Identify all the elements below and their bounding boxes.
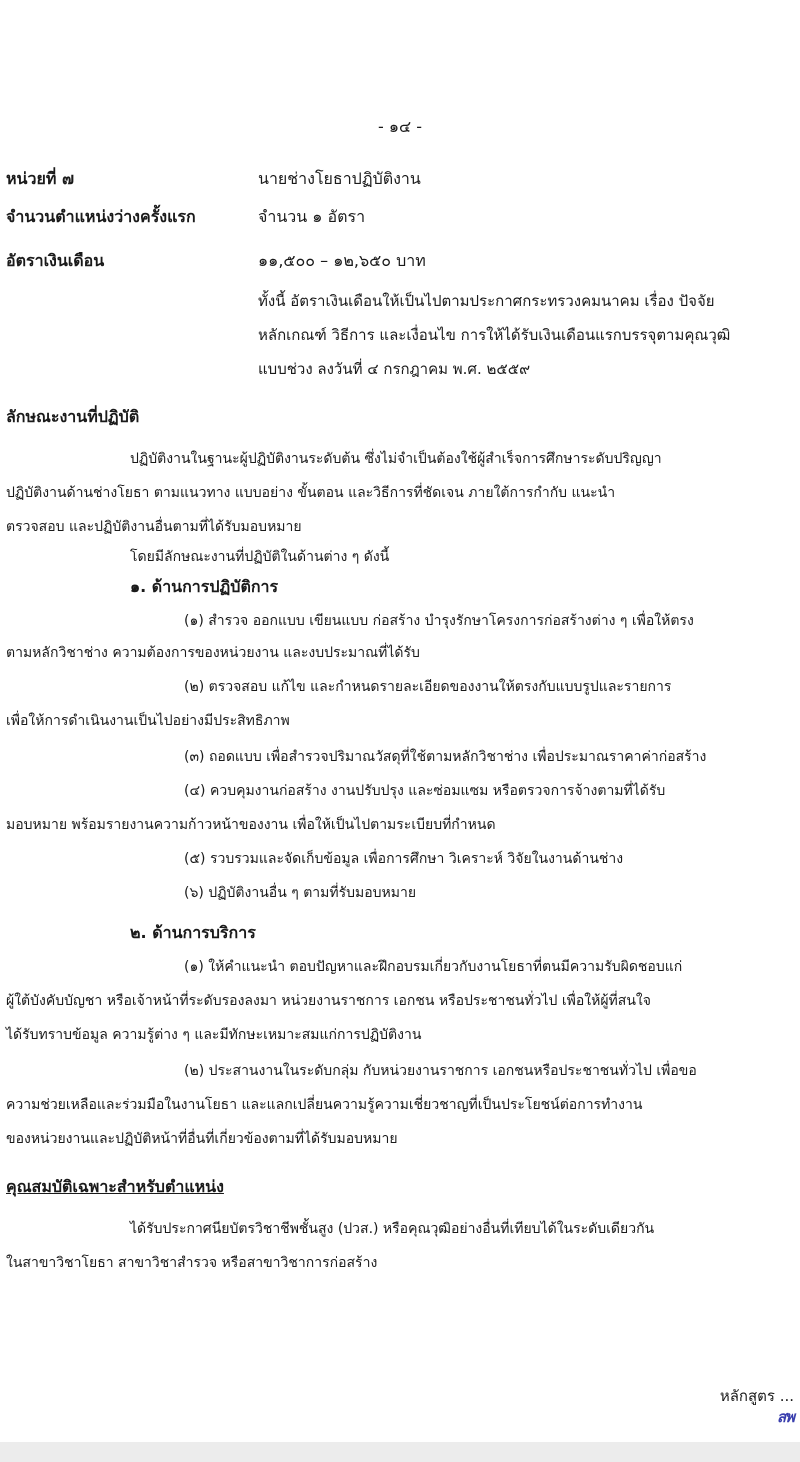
vacancy-value: จำนวน ๑ อัตรา <box>258 207 366 226</box>
page-number: - ๑๔ - <box>378 117 422 136</box>
unit-value: นายช่างโยธาปฏิบัติงาน <box>258 169 421 188</box>
vacancy-label: จำนวนตำแหน่งว่างครั้งแรก <box>6 207 196 226</box>
section1-line: ตามหลักวิชาช่าง ความต้องการของหน่วยงาน และงบประมาณที่ได้รับ <box>6 645 420 661</box>
duties-intro-line: ปฏิบัติงานในฐานะผู้ปฏิบัติงานระดับต้น ซึ่งไม่จำเป็นต้องใช้ผู้สำเร็จการศึกษาระดับปริญญา <box>130 451 662 467</box>
section1-line: (๒) ตรวจสอบ แก้ไข และกำหนดรายละเอียดของงานให้ตรงกับแบบรูปและรายการ <box>184 679 672 695</box>
section1-line: เพื่อให้การดำเนินงานเป็นไปอย่างมีประสิทธิภาพ <box>6 713 290 729</box>
duties-heading: ลักษณะงานที่ปฏิบัติ <box>6 407 140 426</box>
unit-label: หน่วยที่ ๗ <box>6 169 74 188</box>
section1-line: (๖) ปฏิบัติงานอื่น ๆ ตามที่รับมอบหมาย <box>184 885 417 901</box>
section1-line: มอบหมาย พร้อมรายงานความก้าวหน้าของงาน เพื่อให้เป็นไปตามระเบียบที่กำหนด <box>6 817 496 833</box>
continued-marker: หลักสูตร ... <box>719 1387 794 1405</box>
salary-label: อัตราเงินเดือน <box>6 251 105 270</box>
duties-intro-line: ปฏิบัติงานด้านช่างโยธา ตามแนวทาง แบบอย่าง ขั้นตอน และวิธีการที่ชัดเจน ภายใต้การกำกับ แนะนำ <box>6 485 616 501</box>
section2-title: ๒. ด้านการบริการ <box>130 923 256 942</box>
section2-line: ผู้ใต้บังคับบัญชา หรือเจ้าหน้าที่ระดับรองลงมา หน่วยงานราชการ เอกชน หรือประชาชนทั่วไป เพื่อให้ผู้ที่สนใจ <box>6 993 651 1009</box>
section1-line: (๔) ควบคุมงานก่อสร้าง งานปรับปรุง และซ่อมแซม หรือตรวจการจ้างตามที่ได้รับ <box>184 783 666 799</box>
section1-line: (๓) ถอดแบบ เพื่อสำรวจปริมาณวัสดุที่ใช้ตามหลักวิชาช่าง เพื่อประมาณราคาค่าก่อสร้าง <box>184 749 707 765</box>
initials-signature: สพ <box>776 1408 794 1426</box>
qualifications-line: ในสาขาวิชาโยธา สาขาวิชาสำรวจ หรือสาขาวิชาการก่อสร้าง <box>6 1255 378 1271</box>
qualifications-heading: คุณสมบัติเฉพาะสำหรับตำแหน่ง <box>6 1177 224 1196</box>
section2-line: ได้รับทราบข้อมูล ความรู้ต่าง ๆ และมีทักษะเหมาะสมแก่การปฏิบัติงาน <box>6 1027 422 1043</box>
duties-intro-line: ตรวจสอบ และปฏิบัติงานอื่นตามที่ได้รับมอบหมาย <box>6 519 302 535</box>
section2-line: (๒) ประสานงานในระดับกลุ่ม กับหน่วยงานราชการ เอกชนหรือประชาชนทั่วไป เพื่อขอ <box>184 1063 697 1079</box>
salary-note-line: หลักเกณฑ์ วิธีการ และเงื่อนไข การให้ได้รับเงินเดือนแรกบรรจุตามคุณวุฒิ <box>258 326 731 344</box>
section2-line: (๑) ให้คำแนะนำ ตอบปัญหาและฝึกอบรมเกี่ยวกับงานโยธาที่ตนมีความรับผิดชอบแก่ <box>184 959 683 975</box>
salary-note-line: แบบช่วง ลงวันที่ ๔ กรกฎาคม พ.ศ. ๒๕๕๙ <box>258 360 531 378</box>
duties-intro-line: โดยมีลักษณะงานที่ปฏิบัติในด้านต่าง ๆ ดังนี้ <box>130 549 390 565</box>
salary-value: ๑๑,๕๐๐ – ๑๒,๖๕๐ บาท <box>258 251 426 270</box>
qualifications-line: ได้รับประกาศนียบัตรวิชาชีพชั้นสูง (ปวส.) หรือคุณวุฒิอย่างอื่นที่เทียบได้ในระดับเดียวกัน <box>130 1221 655 1237</box>
section1-line: (๕) รวบรวมและจัดเก็บข้อมูล เพื่อการศึกษา วิเคราะห์ วิจัยในงานด้านช่าง <box>184 851 624 867</box>
salary-note-line: ทั้งนี้ อัตราเงินเดือนให้เป็นไปตามประกาศกระทรวงคมนาคม เรื่อง ปัจจัย <box>258 292 715 310</box>
section1-title: ๑. ด้านการปฏิบัติการ <box>130 577 279 596</box>
section1-line: (๑) สำรวจ ออกแบบ เขียนแบบ ก่อสร้าง บำรุงรักษาโครงการก่อสร้างต่าง ๆ เพื่อให้ตรง <box>184 613 694 629</box>
section2-line: ความช่วยเหลือและร่วมมือในงานโยธา และแลกเปลี่ยนความรู้ความเชี่ยวชาญที่เป็นประโยชน์ต่อการทำงาน <box>6 1097 643 1113</box>
section2-line: ของหน่วยงานและปฏิบัติหน้าที่อื่นที่เกี่ยวข้องตามที่ได้รับมอบหมาย <box>6 1131 398 1147</box>
